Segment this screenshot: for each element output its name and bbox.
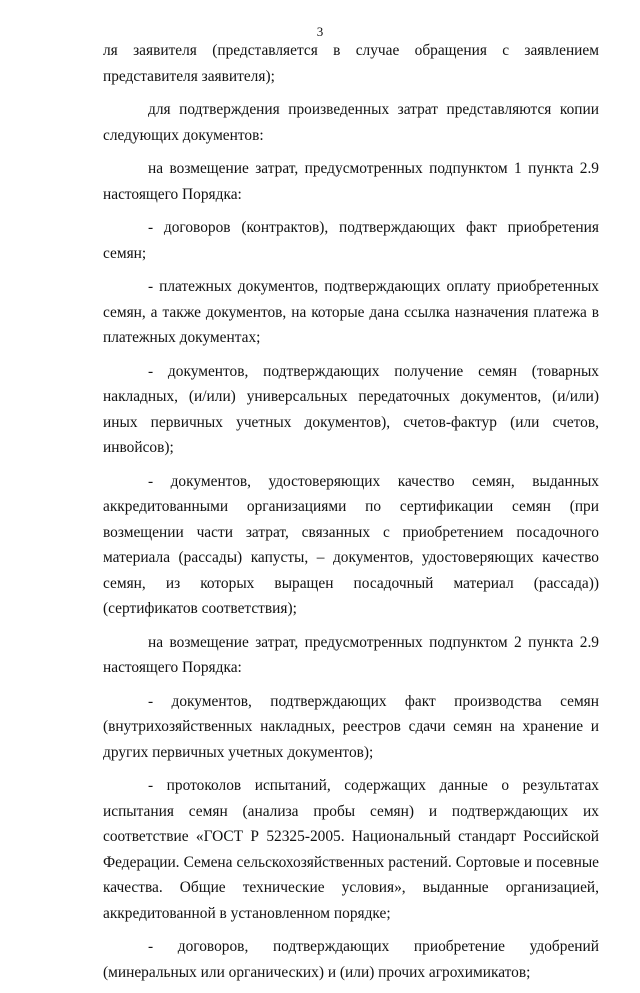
page-number: 3: [316, 24, 324, 39]
paragraph-subpoint-1: на возмещение затрат, предусмотренных подпунктом 1 пункта 2.9 настоящего Порядка:: [103, 160, 599, 203]
list-item-production-documents: - документов, подтверждающих факт производства семян (внутрихозяйственных накладных, реестров сдачи семян на хранение и других первичных учетных документов);: [103, 692, 599, 761]
list-item-fertilizer-contracts: - договоров, подтверждающих приобретение удобрений (минеральных или органических) и (или) прочих агрохимикатов;: [103, 938, 599, 981]
document-body: [103, 38, 599, 993]
list-item-contracts: - договоров (контрактов), подтверждающих факт приобретения семян;: [103, 219, 599, 262]
paragraph-applicant-representative: ля заявителя (представляется в случае обращения с заявлением представителя заявителя);: [103, 42, 599, 85]
list-item-quality-documents: - документов, удостоверяющих качество семян, выданных аккредитованными организациями по сертификации семян (при возмещении части затрат, связанных с приобретением посадочного материала (рассады) капусты, – документов, удостоверяющих качество семян, из которых выращен посадочный материал (рассада)) (сертификатов соответствия);: [103, 472, 599, 617]
list-item-test-protocols: - протоколов испытаний, содержащих данные о результатах испытания семян (анализа пробы семян) и подтверждающих их соответствие «ГОСТ Р 52325-2005. Национальный стандарт Российской Федерации. Семена сельскохозяйственных растений. Сортовые и посевные качества. Общие технические условия», выданные организацией, аккредитованной в установленном порядке;: [103, 777, 599, 922]
list-item-payment-documents: - платежных документов, подтверждающих оплату приобретенных семян, а также документов, на которые дана ссылка назначения платежа в платежных документах;: [103, 278, 599, 346]
paragraph-subpoint-2: на возмещение затрат, предусмотренных подпунктом 2 пункта 2.9 настоящего Порядка:: [103, 633, 599, 676]
paragraph-cost-confirmation: для подтверждения произведенных затрат представляются копии следующих документов:: [103, 101, 599, 144]
list-item-receipt-documents: - документов, подтверждающих получение семян (товарных накладных, (и/или) универсальных передаточных документов, (и/или) иных первичных учетных документов), счетов-фактур (или счетов, инвойсов);: [103, 362, 599, 456]
